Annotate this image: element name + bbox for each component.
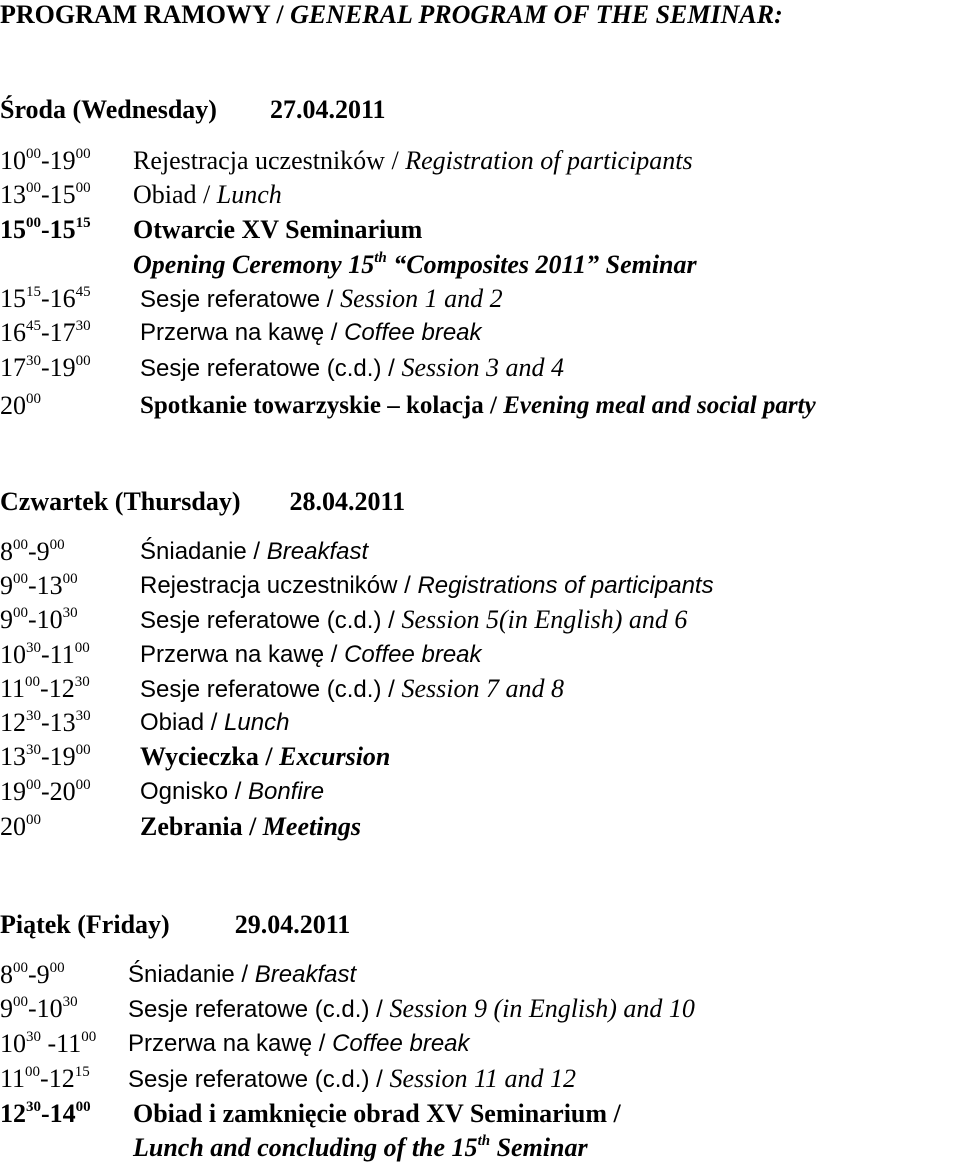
item-description: Obiad i zamknięcie obrad XV Seminarium / (133, 1099, 621, 1128)
day-heading-thursday: Czwartek (Thursday) 28.04.2011 (0, 487, 406, 516)
item-description: Sesje referatowe / Session 1 and 2 (140, 284, 503, 313)
item-description: Sesje referatowe (c.d.) / Session 3 and 4 (140, 353, 564, 382)
day-heading-friday: Piątek (Friday) 29.04.2011 (0, 910, 351, 939)
time-range: $20^{00}$ (0, 391, 41, 420)
item-description: Ognisko / Bonfire (140, 778, 325, 805)
item-description: Wycieczka / Excursion (140, 742, 391, 771)
page-title (0, 0, 783, 30)
time-range: $11^{00}-12^{15}$ (0, 1064, 90, 1093)
item-description: Sesje referatowe (c.d.) / Session 11 and 12 (128, 1064, 577, 1093)
time-range: $9^{00}-10^{30}$ (0, 994, 78, 1023)
title-english: GENERAL PROGRAM OF THE SEMINAR: (290, 0, 783, 29)
time-range: $10^{00}-19^{00}$ (0, 146, 91, 175)
time-range: $12^{30}-13^{30}$ (0, 708, 91, 737)
time-range: $8^{00}-9^{00}$ (0, 537, 65, 566)
item-description: Obiad / Lunch (133, 180, 282, 209)
time-range: $20^{00}$ (0, 812, 41, 841)
time-range: $9^{00}-13^{00}$ (0, 571, 78, 600)
time-range: $17^{30}-19^{00}$ (0, 353, 91, 382)
title-polish: PROGRAM RAMOWY / (0, 0, 291, 29)
item-description: Lunch and concluding of the 15th Seminar (133, 1133, 588, 1162)
time-range: $16^{45}-17^{30}$ (0, 318, 91, 347)
time-range: $8^{00}-9^{00}$ (0, 960, 65, 989)
day-heading-wednesday: Środa (Wednesday) 27.04.2011 (0, 95, 386, 124)
item-description: Śniadanie / Breakfast (140, 538, 369, 565)
item-description: Otwarcie XV Seminarium (133, 215, 423, 244)
item-description: Sesje referatowe (c.d.) / Session 5(in English) and 6 (140, 605, 688, 634)
time-range: $13^{00}-15^{00}$ (0, 180, 91, 209)
time-range: $9^{00}-10^{30}$ (0, 605, 78, 634)
time-range: $13^{30}-19^{00}$ (0, 742, 91, 771)
item-description: Spotkanie towarzyskie – kolacja / Evening meal and social party (140, 392, 816, 419)
time-range: $10^{30}-11^{00}$ (0, 640, 90, 669)
time-range: $11^{00}-12^{30}$ (0, 674, 90, 703)
item-description: Przerwa na kawę / Coffee break (140, 319, 482, 346)
time-range: $10^{30}$ $-11^{00}$ (0, 1029, 97, 1058)
time-range: $19^{00}-20^{00}$ (0, 777, 91, 806)
item-description: Przerwa na kawę / Coffee break (140, 641, 482, 668)
item-description: Rejestracja uczestników / Registrations of participants (140, 572, 714, 599)
item-description: Sesje referatowe (c.d.) / Session 9 (in English) and 10 (128, 994, 695, 1023)
item-description: Śniadanie / Breakfast (128, 961, 357, 988)
item-description: Sesje referatowe (c.d.) / Session 7 and 8 (140, 674, 564, 703)
time-range: $15^{15}-16^{45}$ (0, 284, 91, 313)
time-range: $15^{00}-15^{15}$ (0, 215, 91, 244)
item-description: Opening Ceremony 15th “Composites 2011” Seminar (133, 250, 697, 279)
item-description: Przerwa na kawę / Coffee break (128, 1030, 470, 1057)
item-description: Zebrania / Meetings (140, 812, 362, 841)
item-description: Obiad / Lunch (140, 709, 290, 736)
item-description: Rejestracja uczestników / Registration of participants (133, 146, 693, 175)
time-range: $12^{30}-14^{00}$ (0, 1099, 91, 1128)
